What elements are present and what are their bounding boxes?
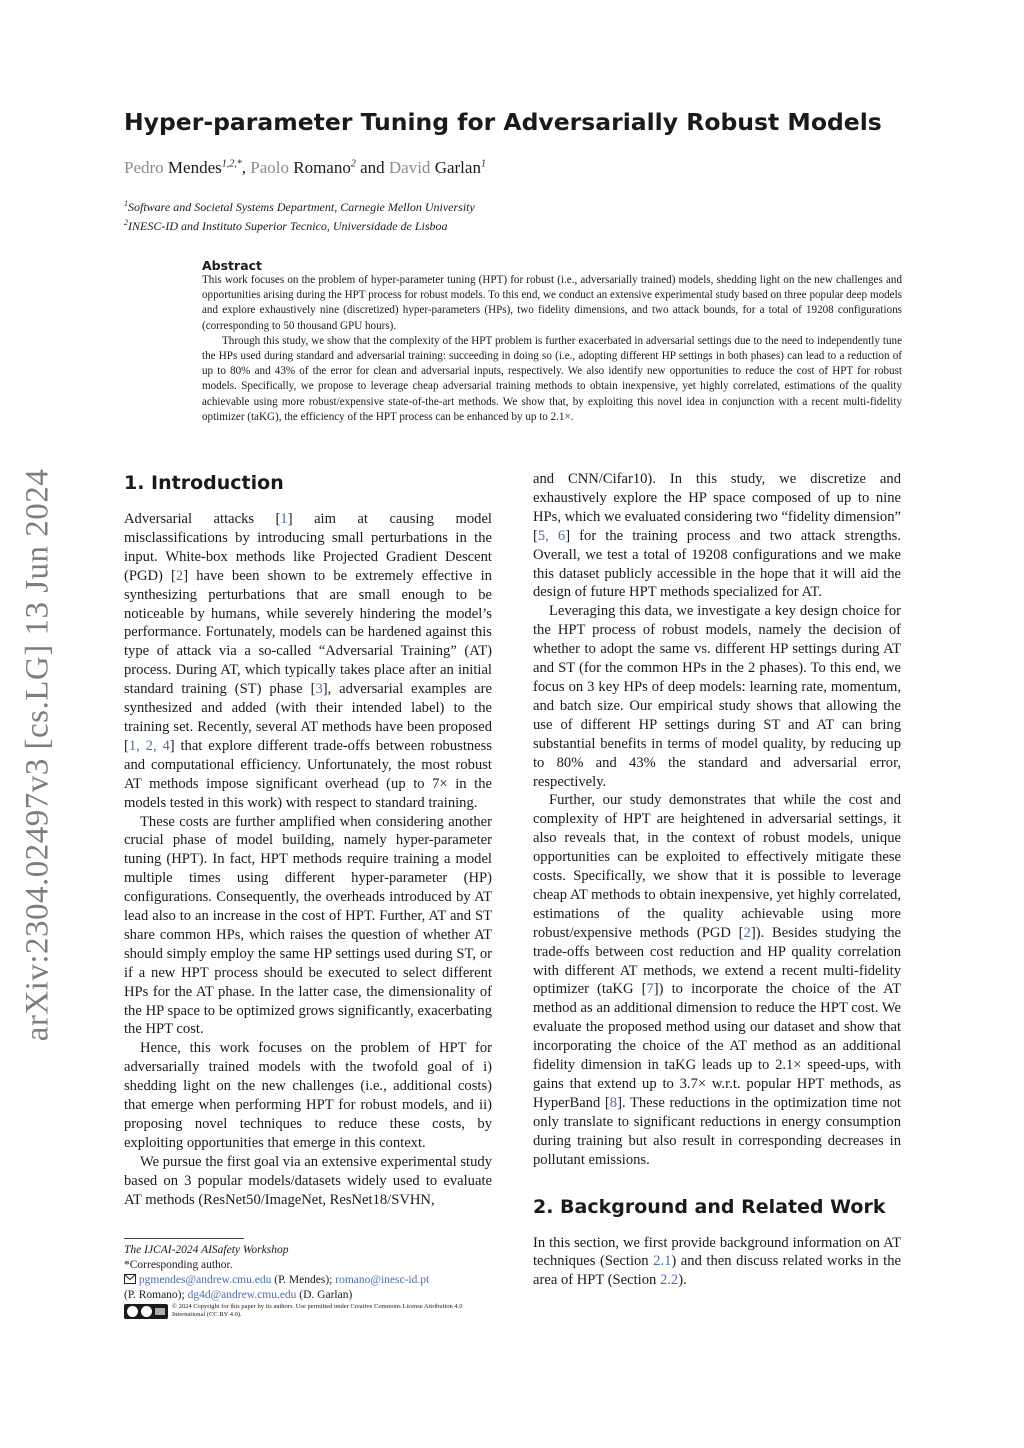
section-link[interactable]: 2.2 <box>659 1272 679 1289</box>
author-affil-marker: 1,2,* <box>221 158 242 170</box>
body-paragraph: In this section, we first provide background information on AT techniques (Section 2.1) and then discuss related works in the area of HPT (Section 2.2). <box>533 1234 901 1289</box>
abstract <box>202 258 902 425</box>
workshop-note: The IJCAI-2024 AISafety Workshop <box>124 1244 289 1256</box>
body-paragraph: Leveraging this data, we investigate a key design choice for the HPT process of robust models, namely the decision of whether to adopt the same vs. different HP settings during AT and ST (for the common HPs in the 2 phases). To this end, we focus on 3 key HPs of deep models: learning rate, momentum, and batch size. Our empirical study shows that allowing the use of different HP settings during ST and AT can bring substantial benefits in terms of model quality, by reducing up to 80% and 43% the standard and adversarial error, respectively. <box>533 603 901 790</box>
arxiv-stamp <box>8 455 68 1055</box>
paper-title: Hyper-parameter Tuning for Adversarially Robust Models <box>124 108 882 136</box>
citation-link[interactable]: 7 <box>646 981 654 998</box>
affiliation-marker: 1 <box>124 199 128 208</box>
citation-link[interactable]: 1 <box>280 511 288 527</box>
author-first-name: Pedro <box>124 158 164 177</box>
author-last-name: Romano <box>293 158 351 177</box>
author-last-name: Mendes <box>167 158 222 177</box>
body-paragraph: Hence, this work focuses on the problem of HPT for adversarially trained models with the twofold goal of i) shedding light on the new challenges (i.e., additional costs) that emerge when performing HPT for robust models, and ii) proposing novel techniques to reduce these costs, by exploiting opportunities that emerge in this context. <box>124 1040 492 1151</box>
affiliation-text: INESC-ID and Instituto Superior Tecnico, Universidade de Lisboa <box>128 219 448 233</box>
citation-link[interactable]: 5, 6 <box>537 527 566 544</box>
citation-link[interactable]: 2 <box>175 567 184 584</box>
section-link[interactable]: 2.1 <box>653 1253 672 1270</box>
email-link[interactable]: romano@inesc-id.pt <box>335 1274 430 1286</box>
abstract-heading: Abstract <box>202 258 263 273</box>
body-paragraph: Adversarial attacks [1] aim at causing model misclassifications by introducing small perturbations in the input. White-box methods like Projected Gradient Descent (PGD) [2] have been shown to be extremely effective in synthesizing perturbations that are small enough to be noticeable by humans, while severely hindering the model’s performance. Fortunately, models can be hardened against this type of attack via a so-called “Adversarial Training” (AT) process. During AT, which typically takes place after an initial standard training (ST) phase [3], adversarial examples are synthesized and added (with their intended label) to the training set. Recently, several AT methods have been proposed [1, 2, 4] that explore different trade-offs between robustness and computational efficiency. Unfortunately, the most robust AT methods impose significant overhead (up to 7× in the models tested in this work) with respect to standard training. <box>124 511 493 811</box>
arxiv-stamp-text: arXiv:2304.02497v3 [cs.LG] 13 Jun 2024 <box>19 468 56 1042</box>
section-heading-introduction: 1. Introduction <box>124 472 284 494</box>
author-list <box>124 158 486 178</box>
footnotes <box>124 1243 504 1319</box>
envelope-icon <box>124 1274 136 1284</box>
author-last-name: Garlan <box>434 158 481 177</box>
body-paragraph: These costs are further amplified when considering another crucial phase of model building, namely hyper-parameter tuning (HPT). In fact, HPT methods require training a model multiple times using different hyper-parameter (HP) configurations. Consequently, the overheads introduced by AT lead also to an increase in the cost of HPT. Further, AT and ST share common HPs, which raises the question of whether AT should simply employ the same HP settings used during ST, or if a new HPT process should be executed to select different HPs for the AT phase. In the latter case, the dimensionality of the HP space to be optimized grows significantly, exacerbating the HPT cost. <box>124 813 492 1038</box>
email-line <box>124 1288 504 1303</box>
email-link[interactable]: pgmendes@andrew.cmu.edu <box>138 1274 272 1286</box>
body-paragraph: and CNN/Cifar10). In this study, we discretize and exhaustively explore the HP space composed of up to nine HPs, which we evaluated considering two “fidelity dimension” [5, 6] for the training process and two attack strengths. Overall, we test a total of 19208 configurations and we make this dataset publicly accessible in the hope that it will aid the design of future HPT methods specialized for AT. <box>533 471 902 601</box>
citation-link[interactable]: 8 <box>609 1094 618 1111</box>
license-text: © 2024 Copyright for this paper by its authors. Use permitted under Creative Commons License Attribution 4.0 International (CC BY 4.0). <box>172 1303 463 1318</box>
citation-link[interactable]: 2 <box>743 924 751 941</box>
email-owner: (P. Romano); <box>124 1289 188 1301</box>
email-owner: (D. Garlan) <box>296 1289 353 1301</box>
citation-link[interactable]: 3 <box>315 681 323 698</box>
email-owner: (P. Mendes); <box>271 1274 336 1286</box>
citation-link[interactable]: 1, 2, 4 <box>128 737 170 754</box>
affiliation <box>124 199 475 215</box>
author-affil-marker: 2 <box>350 158 356 170</box>
body-paragraph: We pursue the first goal via an extensive experimental study based on 3 popular models/datasets widely used to evaluate AT methods (ResNet50/ImageNet, ResNet18/SVHN, <box>124 1153 492 1208</box>
author-first-name: Paolo <box>250 158 289 177</box>
body-paragraph: Further, our study demonstrates that while the cost and complexity of HPT are heightened in adversarial settings, it also reveals that, in the context of robust models, unique opportunities can be exploited to effectively mitigate these costs. Specifically, we show that it is possible to leverage cheap AT methods to obtain inexpensive, yet highly correlated, estimations of the quality achievable using more robust/expensive methods (PGD [2]). Besides studying the trade-offs between cost reduction and HP quality correlation with different AT methods, we extend a recent multi-fidelity optimizer (taKG [7]) to incorporate the choice of the AT method as an additional dimension to reduce the HPT cost. We evaluate the proposed method using our dataset and show that incorporating the choice of the AT method as an additional fidelity dimension in taKG leads up to 2.1× speed-ups, with gains that extend up to 3.7× w.r.t. popular HPT methods, as HyperBand [8]. These reductions in the optimization time not only translate to significant reductions in energy consumption during training but also result in corresponding decreases in pollutant emissions. <box>533 792 901 1168</box>
corresponding-note: *Corresponding author. <box>124 1259 233 1271</box>
author-separator: and <box>355 158 389 177</box>
footnote-rule <box>124 1238 244 1239</box>
author-separator: , <box>241 158 251 177</box>
abstract-paragraph: This work focuses on the problem of hyper-parameter tuning (HPT) for robust (i.e., adversarially trained) models, shedding light on the new challenges and opportunities arising during the HPT process for robust models. To this end, we conduct an extensive experimental study based on three popular deep models and explore exhaustively nine (discretized) hyper-parameters (HPs), two fidelity dimensions, and two attack bounds, for a total of 19208 configurations (corresponding to 50 thousand GPU hours). <box>202 274 902 332</box>
affiliation-marker: 2 <box>124 218 128 227</box>
author-affil-marker: 1 <box>480 158 486 170</box>
abstract-paragraph: Through this study, we show that the complexity of the HPT problem is further exacerbated in adversarial settings due to the need to independently tune the HPs used during standard and adversarial training: succeeding in doing so (i.e., adopting different HP settings in both phases) can lead to a reduction of up to 80% and 43% of the error for clean and adversarial inputs, respectively. We also identify new opportunities to reduce the cost of HPT for robust models. Specifically, we propose to leverage cheap adversarial training methods to obtain inexpensive, yet highly correlated, estimations of the quality achievable using more robust/expensive state-of-the-art methods. We show that, by exploiting this novel idea in conjunction with a recent multi-fidelity optimizer (taKG), the efficiency of the HPT process can be enhanced by up to 2.1×. <box>202 334 902 423</box>
affiliation-text: Software and Societal Systems Department, Carnegie Mellon University <box>128 200 475 214</box>
affiliation <box>124 218 448 234</box>
cc-by-license-icon <box>124 1304 168 1319</box>
author-first-name: David <box>388 158 431 177</box>
email-link[interactable]: dg4d@andrew.cmu.edu <box>187 1289 297 1301</box>
section-heading-background: 2. Background and Related Work <box>533 1195 886 1218</box>
right-column <box>533 470 901 1290</box>
left-column <box>124 470 492 1210</box>
email-line <box>124 1273 504 1288</box>
license-line <box>124 1303 504 1319</box>
